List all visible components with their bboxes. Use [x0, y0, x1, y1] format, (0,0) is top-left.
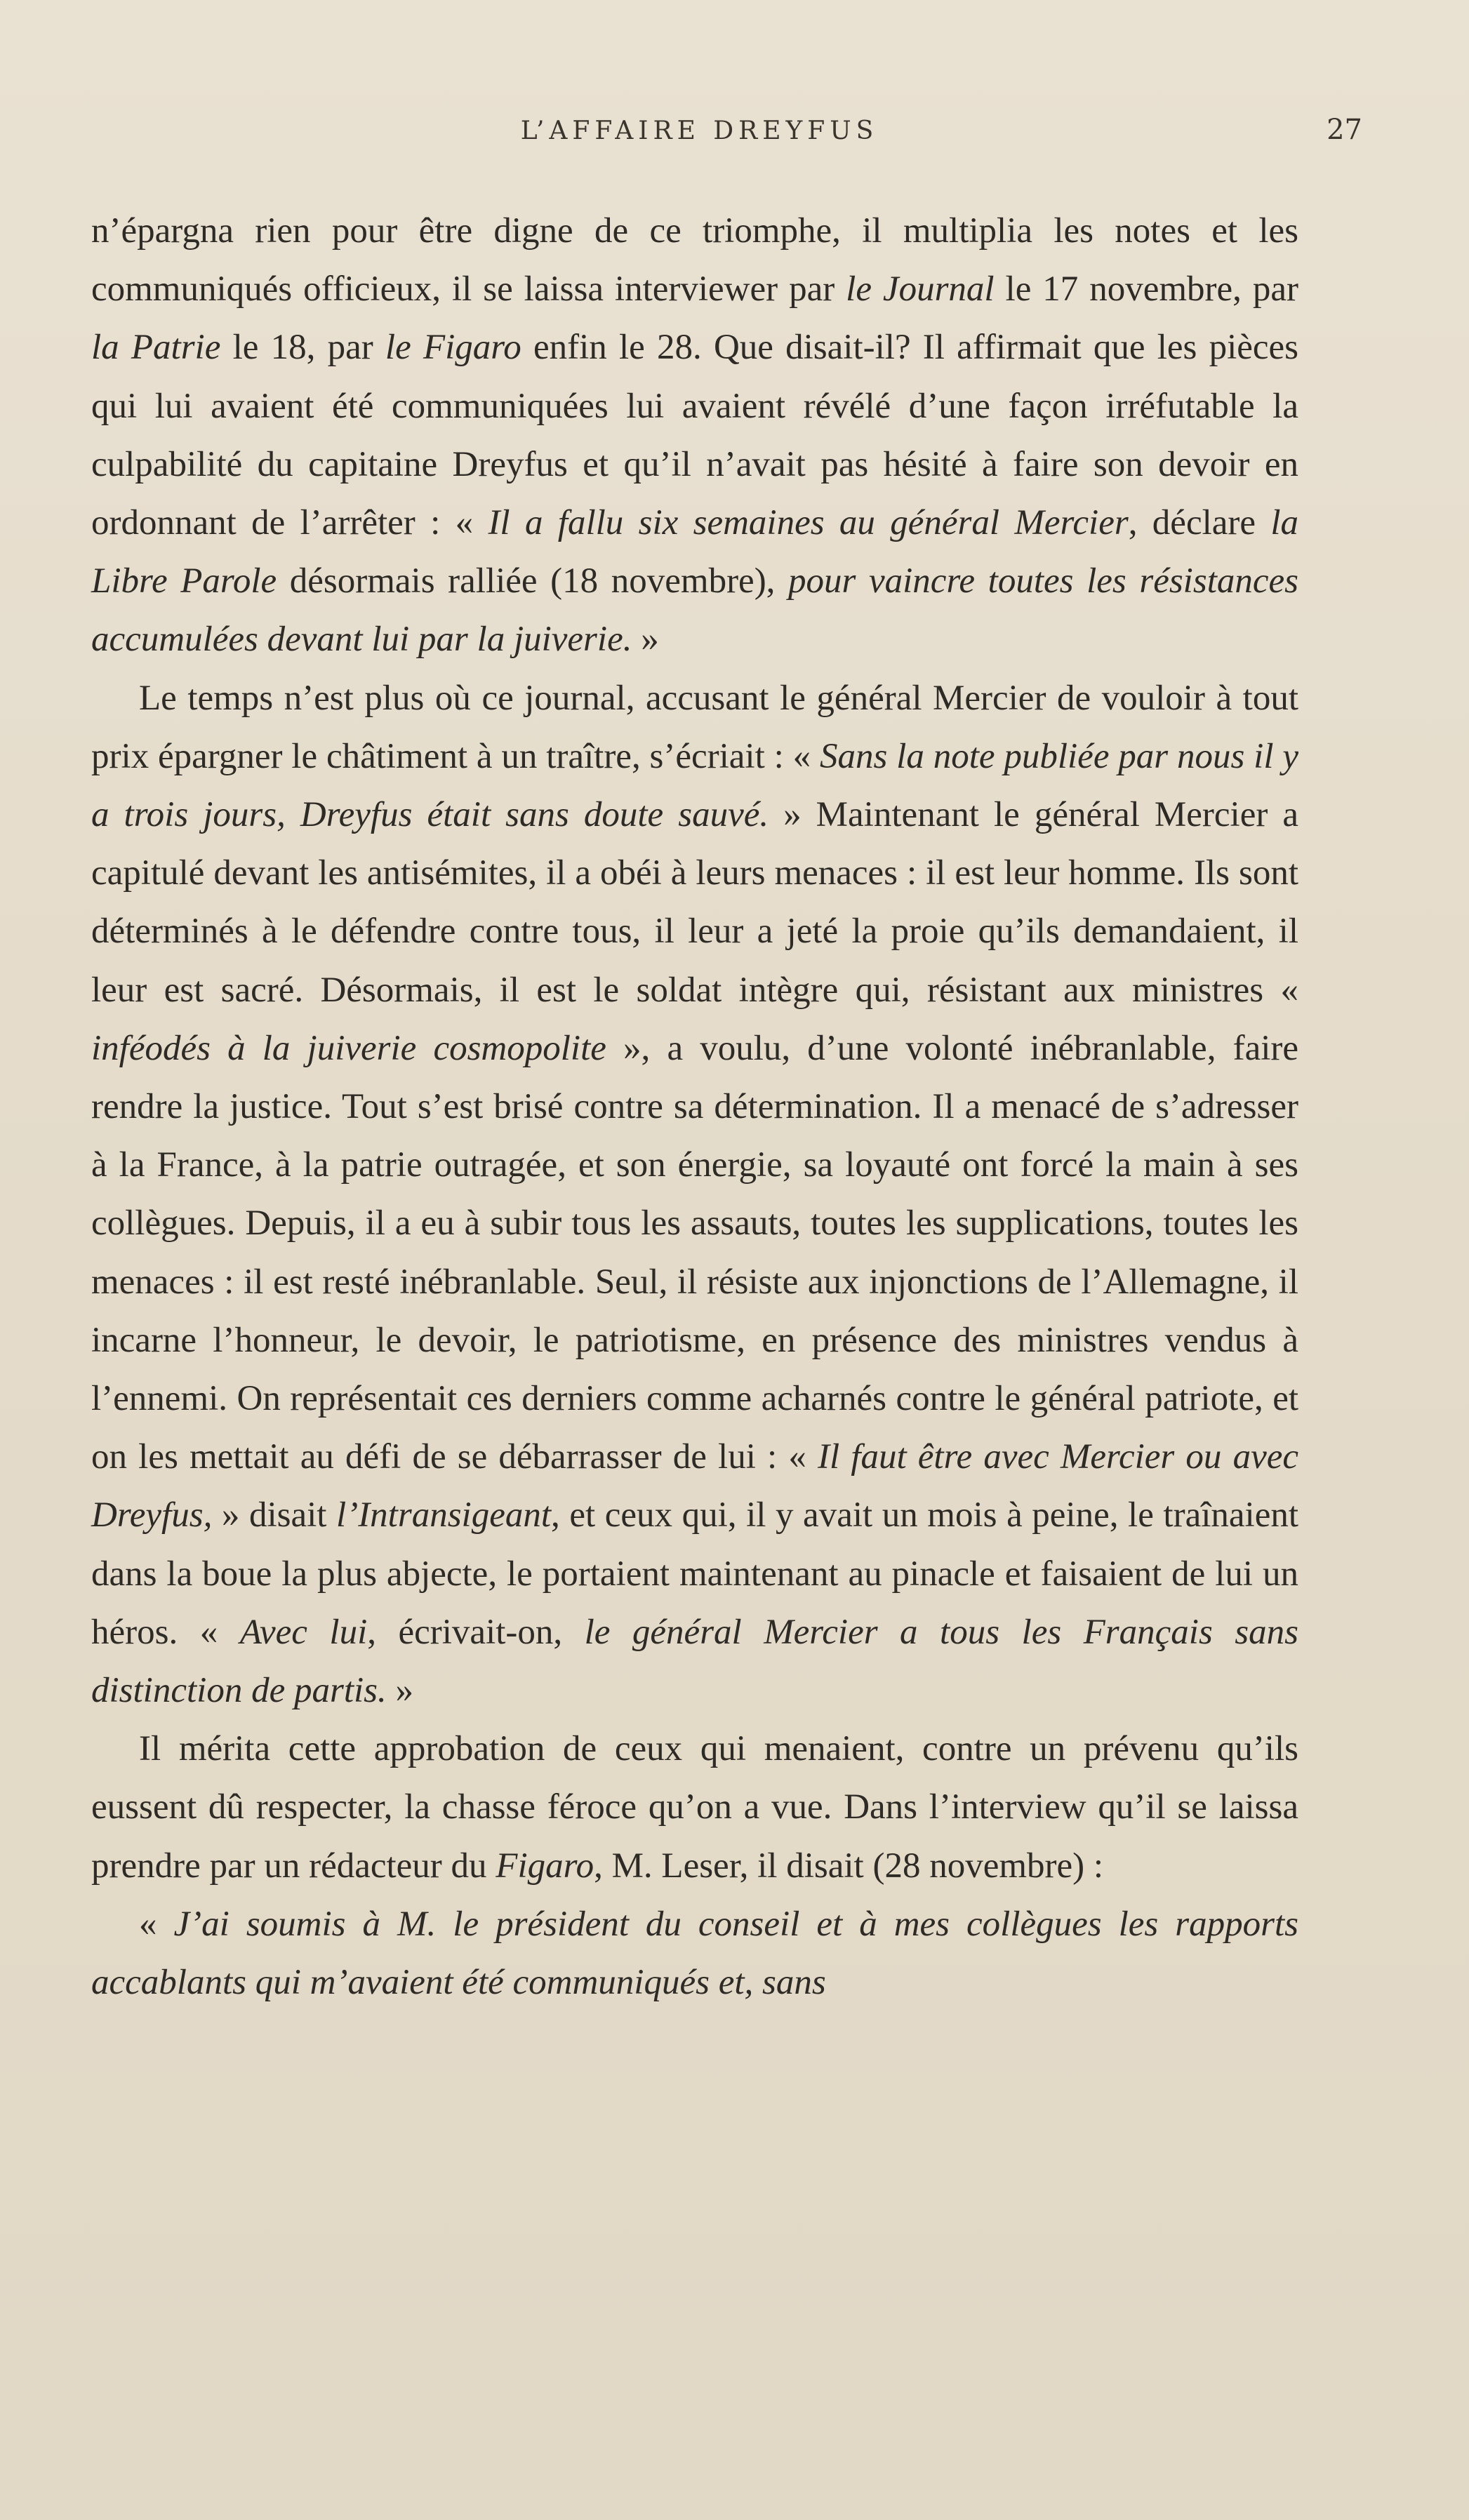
paragraph: [91, 202, 1298, 669]
text-run: Il mérita cette approbation de ceux qui menaient, contre un prévenu qu’ils eussent dû respecter, la chasse féroce qu’on a vue. Dans l’interview qu’il se laissa prendre par un rédacteur du: [91, 1729, 1298, 1886]
running-header: [91, 114, 1362, 159]
paragraph: [91, 1895, 1298, 2012]
paragraph: [91, 669, 1298, 1721]
italic-text: J’ai soumis à M. le président du conseil et à mes collègues les rapports accablants qui m’avaient été communiqués et, sans: [91, 1904, 1298, 2003]
italic-text: le Journal: [846, 269, 995, 309]
italic-text: le Figaro: [385, 328, 521, 368]
text-run: le 17 novembre, par: [994, 269, 1299, 309]
italic-text: la Libre Parole: [91, 503, 1299, 601]
text-run: , écrivait-on,: [367, 1612, 585, 1652]
body-text: [91, 202, 1298, 2012]
italic-text: l’Intransigeant: [336, 1495, 552, 1535]
italic-text: le général Mercier a tous les Français sans distinction de partis.: [91, 1612, 1298, 1711]
italic-text: Sans la note publiée par nous il y a trois jours, Dreyfus était sans doute sauvé.: [91, 736, 1298, 835]
italic-text: Il a fallu six semaines au général Mercier: [488, 503, 1129, 543]
italic-text: Figaro: [496, 1846, 594, 1886]
text-run: «: [139, 1904, 174, 1944]
text-run: enfin le 28. Que disait-il? Il affirmait que les pièces qui lui avaient été communiquées lui avaient révélé d’une façon irréfutable la culpabilité du capitaine Dreyfus et qu’il n’avait pas hésité à faire son devoir en ordonnant de l’arrêter : «: [91, 328, 1299, 543]
text-run: n’épargna rien pour être digne de ce triomphe, il multiplia les notes et les communiqués officieux, il se laissa interviewer par: [91, 211, 1298, 309]
text-run: , déclare: [1128, 503, 1271, 543]
text-run: »: [632, 620, 659, 660]
text-run: Le temps n’est plus où ce journal, accusant le général Mercier de vouloir à tout prix épargner le châtiment à un traître, s’écriait : «: [91, 678, 1298, 776]
paragraph: [91, 1720, 1298, 1895]
page-number: 27: [1327, 114, 1362, 146]
text-run: le 18, par: [220, 328, 385, 368]
text-run: » disait: [212, 1495, 337, 1535]
text-run: »: [386, 1671, 413, 1711]
text-run: , M. Leser, il disait (28 novembre) :: [594, 1846, 1104, 1886]
italic-text: pour vaincre toutes les résistances accumulées devant lui par la juiverie.: [91, 561, 1298, 660]
italic-text: inféodés à la juiverie cosmopolite: [91, 1028, 606, 1068]
text-run: , et ceux qui, il y avait un mois à peine, le traînaient dans la boue la plus abjecte, le portaient maintenant au pinacle et faisaient de lui un héros. «: [91, 1495, 1298, 1652]
running-title: L’AFFAIRE DREYFUS: [520, 116, 879, 145]
text-run: » Maintenant le général Mercier a capitulé devant les antisémites, il a obéi à leurs menaces : il est leur homme. Ils sont déterminés à le défendre contre tous, il leur a jeté la proie qu’ils demandaient, il leur est sacré. Désormais, il est le soldat intègre qui, résistant aux ministres «: [91, 795, 1298, 1010]
italic-text: la Patrie: [91, 328, 221, 368]
text-run: », a voulu, d’une volonté inébranlable, faire rendre la justice. Tout s’est brisé contre sa détermination. Il a menacé de s’adresser à la France, à la patrie outragée, et son énergie, sa loyauté ont forcé la main à ses collègues. Depuis, il a eu à subir tous les assauts, toutes les supplications, toutes les menaces : il est resté inébranlable. Seul, il résiste aux injonctions de l’Allemagne, il incarne l’honneur, le devoir, le patriotisme, en présence des ministres vendus à l’ennemi. On représentait ces derniers comme acharnés contre le général patriote, et on les mettait au défi de se débarrasser de lui : «: [91, 1028, 1298, 1477]
text-run: désormais ralliée (18 novembre),: [277, 561, 789, 601]
italic-text: Avec lui: [239, 1612, 368, 1652]
italic-text: Il faut être avec Mercier ou avec Dreyfus,: [91, 1437, 1298, 1535]
